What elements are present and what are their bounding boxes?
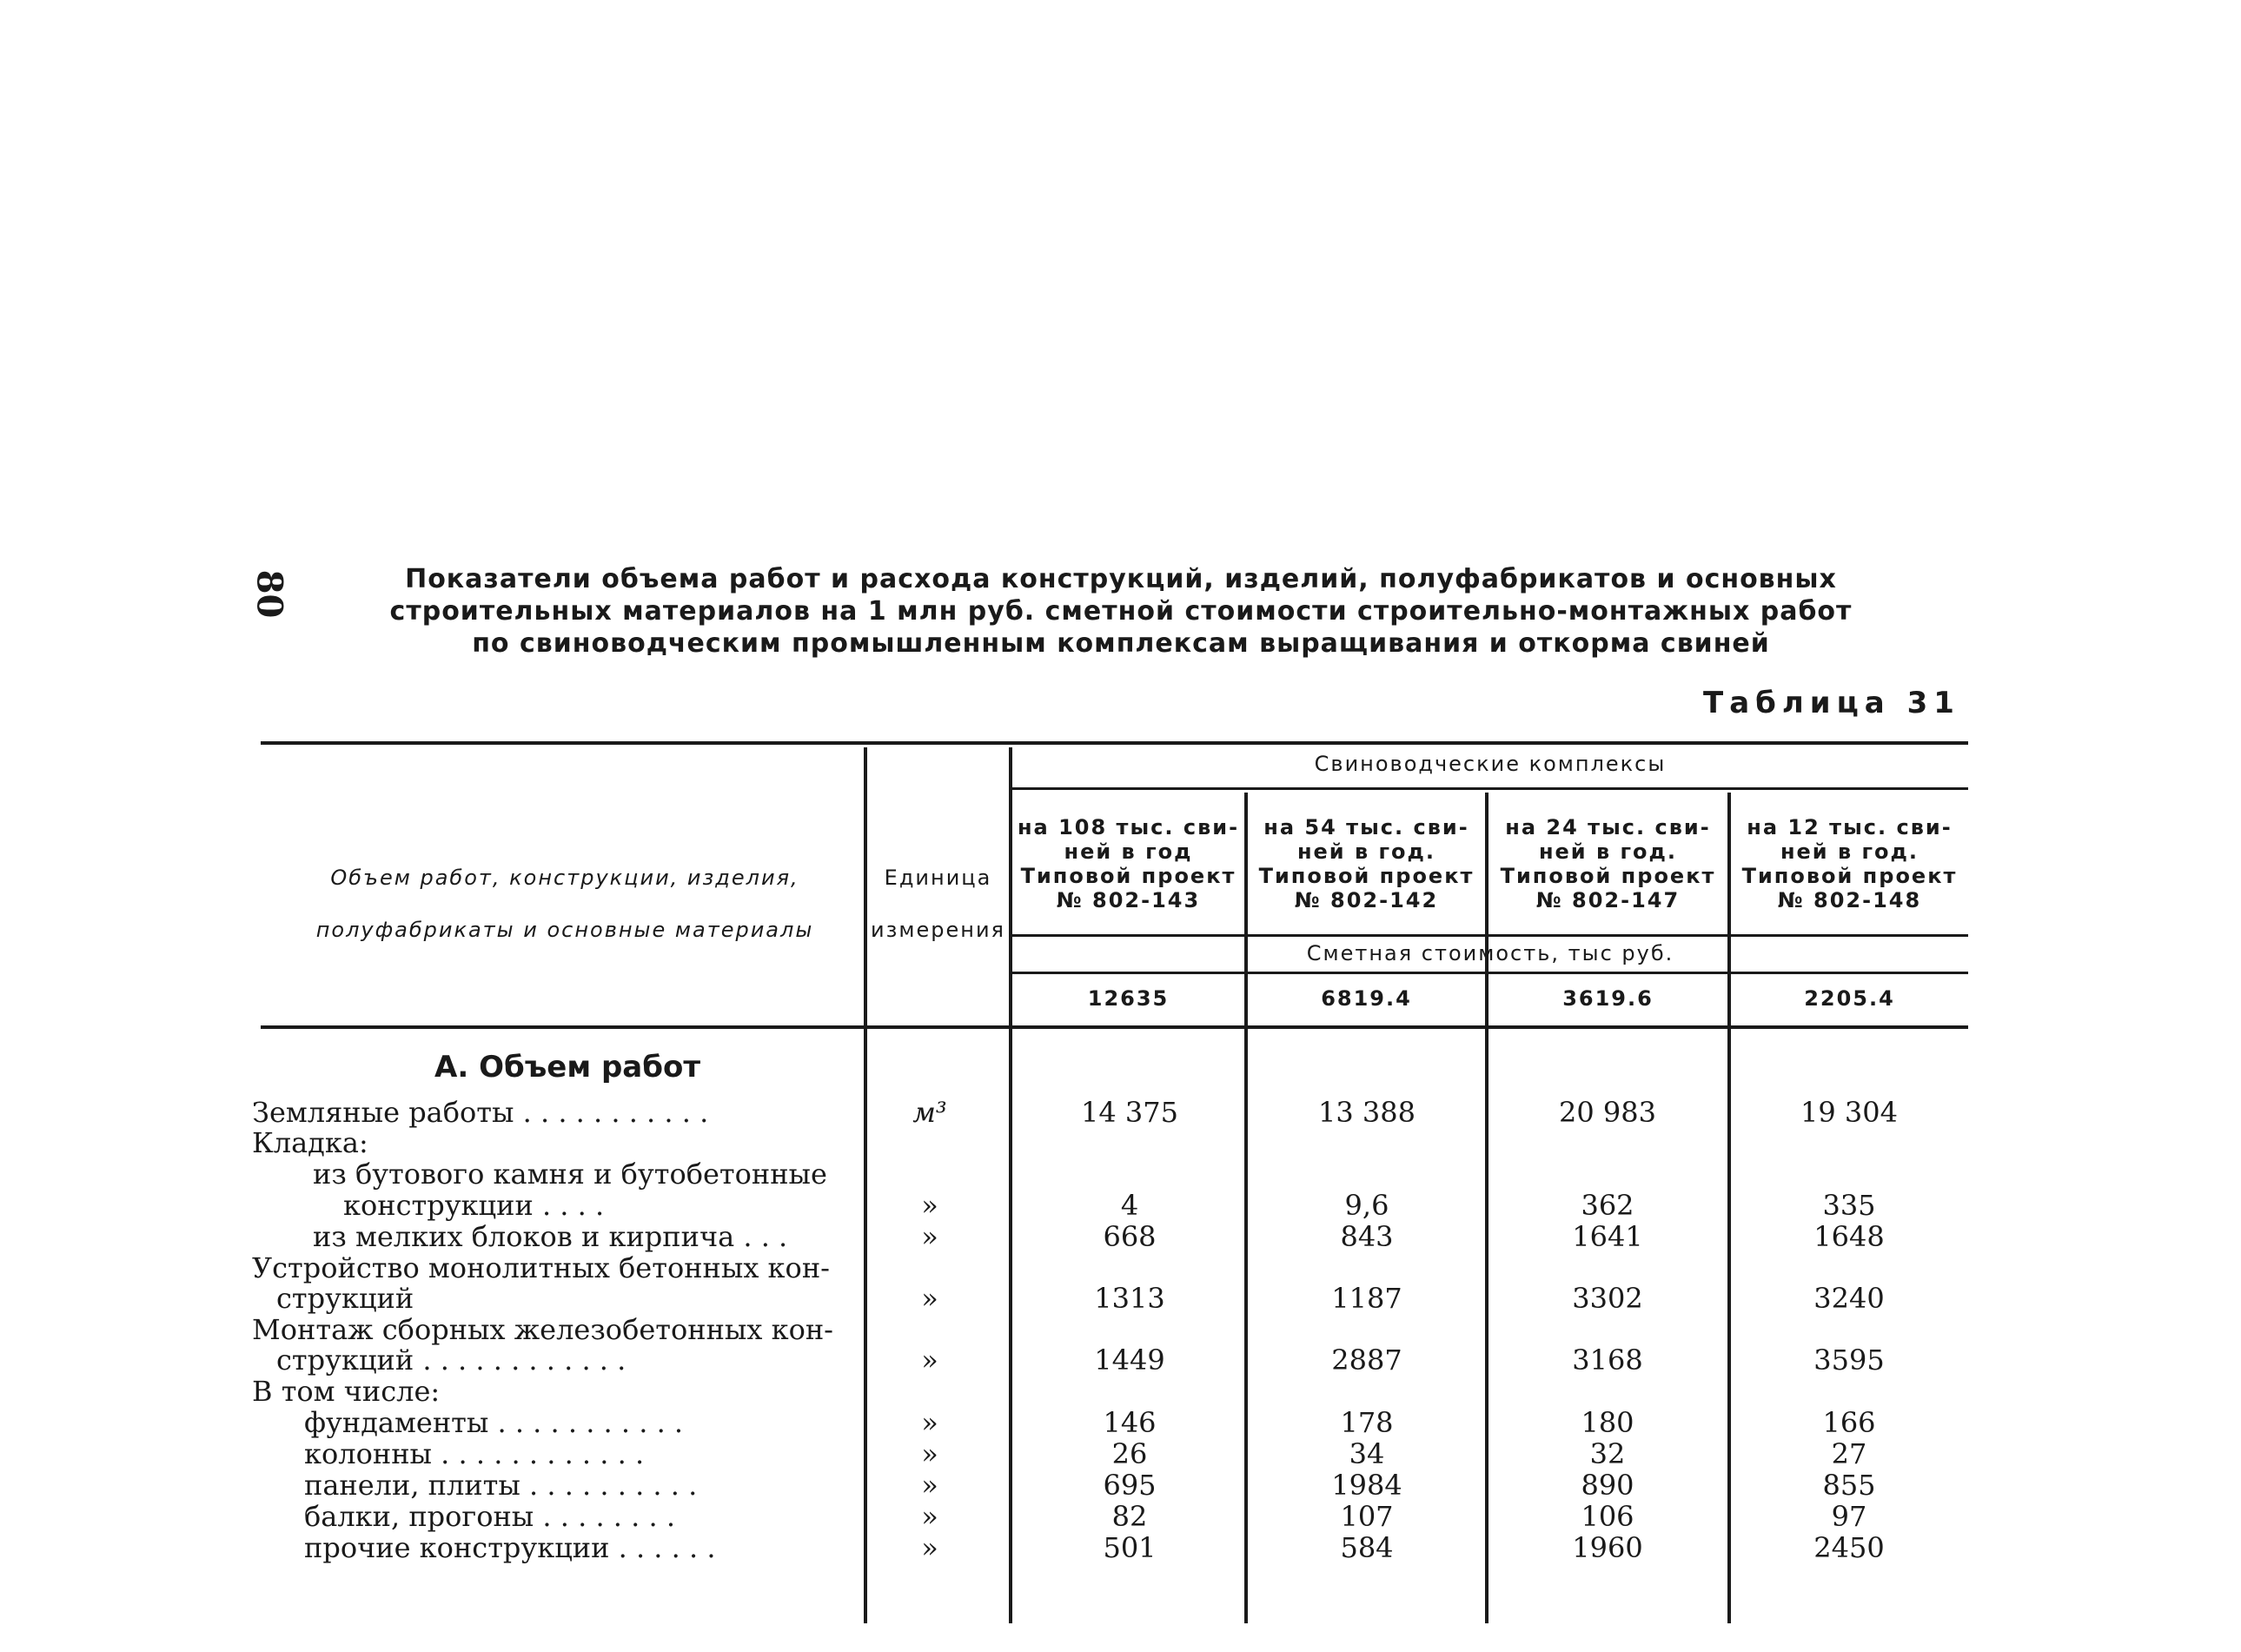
row-value: 1313	[1094, 1282, 1165, 1315]
row-value: 178	[1340, 1406, 1394, 1439]
col-divider-1	[1244, 793, 1248, 1623]
cost-value-4: 2205.4	[1804, 986, 1895, 1011]
row-value: 32	[1589, 1437, 1626, 1470]
row-value: 3240	[1813, 1282, 1885, 1315]
row-label: фундаменты . . . . . . . . . . .	[304, 1406, 684, 1439]
row-value: 13 388	[1318, 1096, 1416, 1129]
row-value: 335	[1822, 1189, 1876, 1222]
row-value: 1648	[1813, 1220, 1885, 1253]
row-label: струкций . . . . . . . . . . . .	[276, 1343, 627, 1377]
row-value: 107	[1340, 1500, 1394, 1533]
cost-value-2: 6819.4	[1321, 986, 1412, 1011]
table-title	[382, 563, 1860, 660]
row-label: Земляные работы . . . . . . . . . . .	[252, 1096, 709, 1129]
row-unit: »	[921, 1282, 938, 1315]
title-line-3: по свиноводческим промышленным комплексам выращивания и откорма свиней	[472, 628, 1770, 659]
header-column-2: на 54 тыс. сви- ней в год. Типовой проект № 802-142	[1258, 815, 1475, 912]
row-value: 890	[1581, 1469, 1634, 1502]
row-label: из мелких блоков и кирпича . . .	[313, 1220, 788, 1253]
cost-rule-top	[1012, 934, 1968, 937]
section-heading: А. Объем работ	[434, 1050, 701, 1085]
row-label: В том числе:	[252, 1375, 441, 1408]
row-value: 82	[1111, 1500, 1148, 1533]
row-value: 3168	[1572, 1343, 1643, 1377]
row-value: 3595	[1813, 1343, 1885, 1377]
cost-value-3: 3619.6	[1562, 986, 1654, 1011]
row-label: Устройство монолитных бетонных кон-	[252, 1251, 830, 1284]
row-value: 584	[1340, 1531, 1394, 1564]
row-value: 1449	[1094, 1343, 1165, 1377]
row-value: 1641	[1572, 1220, 1643, 1253]
col-divider-3	[1727, 793, 1731, 1623]
row-unit: »	[921, 1189, 938, 1222]
header-column-1: на 108 тыс. сви- ней в год Типовой проект № 802-143	[1017, 815, 1240, 912]
row-label: из бутового камня и бутобетонные	[313, 1158, 827, 1191]
row-label: Монтаж сборных железобетонных кон-	[252, 1313, 833, 1346]
cost-label: Сметная стоимость, тыс руб.	[1306, 941, 1674, 965]
row-value: 9,6	[1344, 1189, 1389, 1222]
row-value: 695	[1103, 1469, 1157, 1502]
row-unit: »	[921, 1531, 938, 1564]
row-value: 97	[1831, 1500, 1867, 1533]
header-unit-column: Единица измерения	[871, 866, 1005, 942]
row-value: 166	[1822, 1406, 1876, 1439]
row-unit: м³	[912, 1096, 947, 1129]
row-label: прочие конструкции . . . . . .	[304, 1531, 716, 1564]
cost-rule-bottom	[1012, 972, 1968, 974]
row-value: 106	[1581, 1500, 1634, 1533]
row-unit: »	[921, 1220, 938, 1253]
row-unit: »	[921, 1406, 938, 1439]
row-value: 4	[1120, 1189, 1139, 1222]
row-label: панели, плиты . . . . . . . . . .	[304, 1469, 698, 1502]
row-label: балки, прогоны . . . . . . . .	[304, 1500, 675, 1533]
cost-value-1: 12635	[1087, 986, 1170, 1011]
header-column-3: на 24 тыс. сви- ней в год. Типовой проект № 802-147	[1500, 815, 1716, 912]
row-value: 19 304	[1800, 1096, 1898, 1129]
row-value: 2887	[1331, 1343, 1402, 1377]
page-number: 80	[249, 569, 290, 619]
row-value: 1984	[1331, 1469, 1402, 1502]
row-value: 146	[1103, 1406, 1157, 1439]
header-bottom-rule	[261, 1025, 1968, 1029]
row-value: 362	[1581, 1189, 1634, 1222]
row-unit: »	[921, 1437, 938, 1470]
group-rule	[1012, 787, 1968, 790]
row-value: 26	[1111, 1437, 1148, 1470]
title-line-1: Показатели объема работ и расхода конструкций, изделий, полуфабрикатов и основных	[405, 564, 1837, 594]
row-value: 501	[1103, 1531, 1157, 1564]
header-column-4: на 12 тыс. сви- ней в год. Типовой проект № 802-148	[1741, 815, 1958, 912]
row-value: 27	[1831, 1437, 1867, 1470]
row-value: 34	[1349, 1437, 1385, 1470]
title-line-2: строительных материалов на 1 млн руб. сметной стоимости строительно-монтажных работ	[389, 596, 1853, 627]
row-unit: »	[921, 1343, 938, 1377]
row-value: 1960	[1572, 1531, 1643, 1564]
row-unit: »	[921, 1500, 938, 1533]
row-value: 843	[1340, 1220, 1394, 1253]
col-divider-2	[1485, 793, 1488, 1623]
row-value: 3302	[1572, 1282, 1643, 1315]
row-value: 855	[1822, 1469, 1876, 1502]
row-unit: »	[921, 1469, 938, 1502]
row-label: Кладка:	[252, 1126, 368, 1159]
row-value: 1187	[1331, 1282, 1402, 1315]
row-value: 20 983	[1559, 1096, 1656, 1129]
row-label: колонны . . . . . . . . . . . .	[304, 1437, 645, 1470]
row-value: 2450	[1813, 1531, 1885, 1564]
table-top-rule	[261, 741, 1968, 745]
row-label: конструкции . . . .	[343, 1189, 605, 1222]
row-value: 668	[1103, 1220, 1157, 1253]
table-label: Таблица 31	[1703, 686, 1960, 720]
header-group: Свиноводческие комплексы	[1314, 752, 1667, 776]
row-value: 180	[1581, 1406, 1634, 1439]
header-work-column: Объем работ, конструкции, изделия, полуфабрикаты и основные материалы	[315, 866, 814, 942]
row-value: 14 375	[1081, 1096, 1178, 1129]
row-label: струкций	[276, 1282, 414, 1315]
